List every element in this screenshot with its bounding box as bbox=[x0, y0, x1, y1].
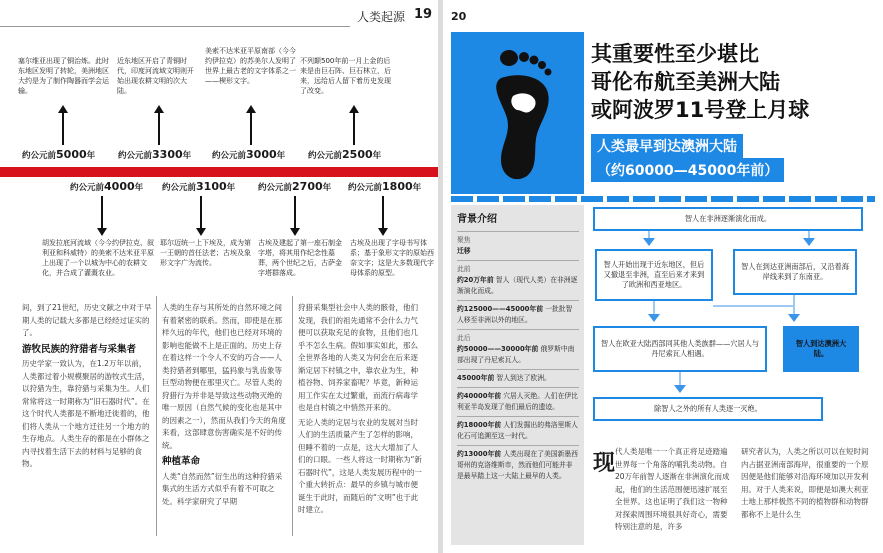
body-column-right-2 bbox=[741, 446, 875, 521]
page-number: 19 bbox=[414, 7, 433, 22]
column-divider bbox=[292, 296, 293, 536]
flow-arrow-icon bbox=[648, 314, 660, 322]
flow-box-near-east: 智人开始出现于近东地区，但后又撤退至非洲，直至后来才来到了欧洲和西亚地区。 bbox=[595, 249, 713, 301]
left-page bbox=[0, 0, 438, 553]
flow-connector bbox=[679, 372, 681, 386]
body-column-2 bbox=[162, 302, 288, 510]
divider-stripes bbox=[451, 196, 875, 202]
right-page bbox=[443, 0, 883, 553]
event-text-2500bc: 不列颠500年前一月上金的后来是由巨石阵、巨石林立，后来，远给后人留下着历史发现了改变。 bbox=[300, 57, 391, 95]
flow-box-origin: 智人在非洲逐渐演化而成。 bbox=[593, 207, 863, 231]
page-title: 其重要性至少堪比 哥伦布航至美洲大陆 或阿波罗11号登上月球 bbox=[591, 42, 810, 122]
flow-connector bbox=[653, 301, 655, 315]
subtitle: 人类最早到达澳洲大陆 bbox=[591, 134, 743, 158]
background-title: 背景介绍 bbox=[457, 214, 497, 225]
column-divider bbox=[156, 296, 157, 536]
date-label-3000bc: 约公元前3000年 bbox=[212, 148, 286, 161]
event-text-1800bc: 古埃及出现了字母书写体系；基于象形文字的原始西奈文字；这是大多数现代字母体系的原型。 bbox=[350, 239, 434, 277]
background-entry: 约40000年前 穴居人灭绝。人们在伊比利亚半岛发现了他们最后的遗迹。 bbox=[457, 392, 578, 411]
background-entry: 约20万年前 智人（现代人类）在非洲逐渐演化而成。 bbox=[457, 276, 578, 295]
arrow-down-icon bbox=[294, 196, 296, 234]
event-text-3100bc: 耶尔迈统一上下埃及，成为第一王朝的首任法老；古埃及象形文字广为流传。 bbox=[160, 239, 251, 267]
section-heading: 游牧民族的狩猎者与采集者 bbox=[22, 343, 137, 355]
paragraph: 狩猎采集型社会中人类的骸骨，他们发现，我们的祖先通常不会什么力气便可以获取充足的食物，且他们也几乎不怎么生病。假如事实如此，那么全世界各地的人类又为何会在后来逐渐定居下村镇之中，靠农业为生，种植谷物、饲养家畜呢？毕竟，新种运用工作实在太过繁重，而流行病毒学也是自村镇之中悄然开来的。 bbox=[298, 303, 418, 412]
event-text-2700bc: 古埃及建起了第一座石制金字塔，将其用作纪念性墓葬，两个世纪之后，古萨金字塔群落成。 bbox=[258, 239, 342, 277]
header-rule bbox=[0, 26, 350, 27]
paragraph: 人类的生存与其所处的自然环境之间有着紧密的联系。然而，即使是在那样久远的年代，他们也已经对环境的影响也能做不上是正面的。历史上存在着这样一个令人不安的巧合——人类狩猎者到哪里，猛犸象与乳齿象等巨型动物便在那里灭亡。尽管人类的狩猎行为并非是导致这些动物灭绝的唯一原因（自然气候的变化也是其中的因素之一），然而从我们今天的角度来看，这部肆意伤害确实是不好的传统。 bbox=[162, 303, 286, 450]
arrow-up-icon bbox=[250, 107, 252, 145]
date-label-5000bc: 约公元前5000年 bbox=[22, 148, 96, 161]
flow-arrow-icon bbox=[643, 238, 655, 246]
paragraph: 研究者认为，人类之所以可以在短时间内占据亚洲南部海岸，很重要的一个原因便是他们能够对沿海环境加以开发利用。对于人类来说，即便是如澳大利亚土地上那样极然不同的植物群和动物群都称不上是什么生 bbox=[741, 447, 869, 519]
paragraph: 历史学家一致认为，在1.2万年以前，人类都过着小规模聚居的游牧式生活，以狩猎为生，靠狩猎与采集为生。人们常常将这一时期称为“旧石器时代”。在这个时代人类都是不断地迁徙着的，他们将人类从一个地方迁往另一个地方的生存地点。人类生存的都是在小群体之内寻找着生活下去的材料与足够的食物。 bbox=[22, 359, 150, 468]
flow-box-southeast-asia: 智人在到达亚洲南部后，又沿着海岸线来到了东南亚。 bbox=[733, 249, 857, 295]
background-entry: 45000年前 智人到达了欧洲。 bbox=[457, 374, 551, 382]
page-number: 20 bbox=[451, 10, 467, 23]
flow-arrow-icon bbox=[674, 385, 686, 393]
arrow-up-icon bbox=[158, 107, 160, 145]
paragraph: 间，到了21世纪，历史文献之中对于早期人类的记载大多都是已经经过证实的了。 bbox=[22, 303, 152, 337]
subtitle-dates: （约60000—45000年前） bbox=[591, 158, 784, 182]
date-label-2700bc: 约公元前2700年 bbox=[258, 180, 332, 193]
flow-arrow-icon bbox=[803, 238, 815, 246]
body-column-3 bbox=[298, 302, 424, 519]
background-entry: 约50000——30000年前 俄罗斯中南部出现了丹尼索瓦人。 bbox=[457, 345, 575, 364]
flow-arrow-icon bbox=[788, 314, 800, 322]
footprint-icon bbox=[479, 48, 559, 183]
body-column-right-1 bbox=[615, 446, 731, 534]
event-text-4000bc: 胡发拉底河流域（今今约伊拉克、叙利亚和科威特）的美索不达米亚平原上出现了一个以城为中心的农耕文化，并合成了灌溉农业。 bbox=[42, 239, 154, 277]
flow-connector bbox=[793, 295, 795, 315]
flow-box-australia: 智人到达澳洲大陆。 bbox=[783, 326, 859, 372]
arrow-up-icon bbox=[353, 107, 355, 145]
arrow-up-icon bbox=[62, 107, 64, 145]
flow-connector bbox=[713, 305, 793, 307]
body-column-1 bbox=[22, 302, 152, 473]
arrow-down-icon bbox=[200, 196, 202, 234]
section-heading: 种植革命 bbox=[162, 456, 201, 467]
background-entry: 约18000年前 人们发掘出的弗洛里斯人化石可追溯至这一时代。 bbox=[457, 421, 578, 440]
timeline-bar bbox=[0, 167, 438, 177]
paragraph: 人类“自然而然”衍生出的这种狩猎采集式的生活方式似乎有着不可取之处。科学家研究了早期 bbox=[162, 471, 283, 506]
date-label-2500bc: 约公元前2500年 bbox=[308, 148, 382, 161]
flow-box-extinction: 除智人之外的所有人类逐一灭绝。 bbox=[593, 397, 823, 421]
drop-cap: 现 bbox=[593, 451, 616, 476]
paragraph: 代人类是唯一一个真正将足迹踏遍世界每一个角落的哺乳类动物。自20万年前智人逐渐在非洲演化而成起，他们的生活范围便迅速扩展至全世界。这也证明了我们这一物种对探索周围环境很具好奇心，需要特别注意的是，许多 bbox=[615, 447, 730, 531]
date-label-3100bc: 约公元前3100年 bbox=[162, 180, 236, 193]
background-entry: 约13000年前 人类出现在了美国新墨西哥州的克洛维斯市，然而他们可能并非是最早踏上这一大陆上最早的人类。 bbox=[457, 450, 578, 480]
arrow-down-icon bbox=[101, 196, 103, 234]
event-text-3000bc: 美索不达米亚平原南部（今今约伊拉克）的苏美尔人发明了世界上最古老的文字体系之一——楔形文字。 bbox=[205, 47, 296, 85]
date-label-4000bc: 约公元前4000年 bbox=[70, 180, 144, 193]
date-label-3300bc: 约公元前3300年 bbox=[118, 148, 192, 161]
date-label-1800bc: 约公元前1800年 bbox=[348, 180, 422, 193]
arrow-down-icon bbox=[382, 196, 384, 234]
paragraph: 无论人类的定居与农业的发展对当时人们的生活质量产生了怎样的影响，但睡不着的一点是，这大大增加了人们的口眼。一些人将这一时期称为“新石器时代”，这是人类发展历程中的一个重大转折点：最早的乡镇与城市便诞生于此时，而随后的“文明”也于此时建立。 bbox=[298, 417, 422, 514]
event-text-5000bc: 塞尔维亚出现了铜治炼。此时东地区发明了转轮，美洲地区大约是为了制作陶器而学会运输。 bbox=[18, 57, 109, 95]
event-text-3300bc: 近东地区开启了青铜时代，印度河流域文明则开始出现农耕文明的次大陆。 bbox=[117, 57, 194, 95]
background-body: 聚焦 迁移 此前 约20万年前 智人（现代人类）在非洲逐渐演化而成。 约125000——45000年前 一批批智人移至非洲以外的地区。 此后 约50000——30000年前 俄罗斯中南部出现了丹尼索瓦人。 45000年前 智人到达了欧洲。 约40000年前 穴居人灭绝。人们在伊比利亚半岛发现了他们最后的遗迹。 约18000年前 人们发掘出的弗洛里斯人化石可追溯至这一时代。 约13000年前 人类出现在了美国新墨西哥州的克洛维斯市，然而他们可能并非是最早踏上这一大陆上最早的人类。 bbox=[457, 228, 579, 482]
background-entry: 约125000——45000年前 一批批智人移至非洲以外的地区。 bbox=[457, 305, 573, 324]
flow-box-encounter: 智人在欧亚大陆西部同其他人类族群——穴居人与丹尼索瓦人相遇。 bbox=[593, 326, 767, 372]
footprint-panel bbox=[451, 32, 584, 194]
running-header-title: 人类起源 bbox=[357, 10, 406, 24]
